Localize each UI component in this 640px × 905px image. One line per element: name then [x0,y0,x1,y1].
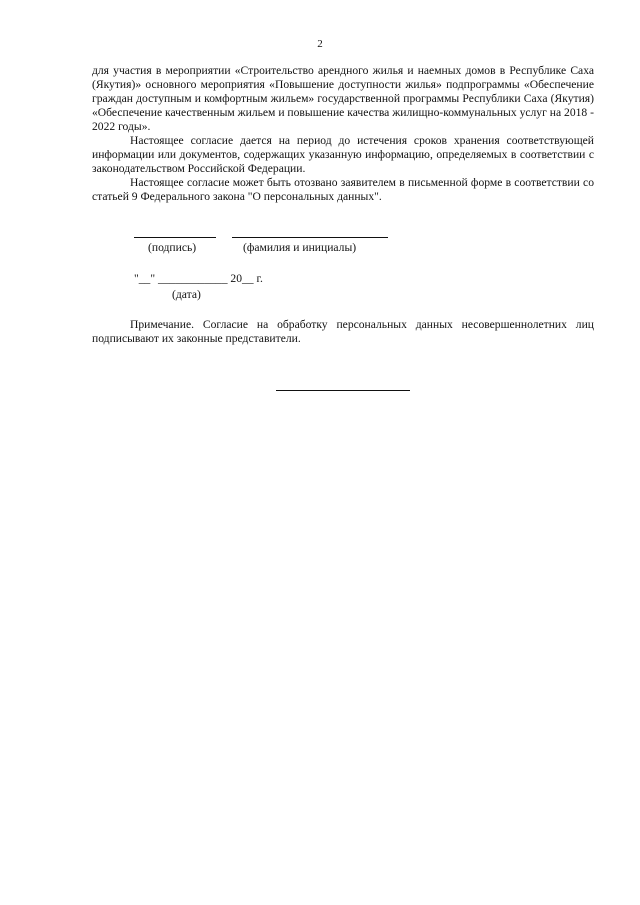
signature-label: (подпись) [148,241,197,254]
signature-line [134,237,216,238]
paragraph-consent-revocation: Настоящее согласие может быть отозвано заявителем в письменной форме в соответствии со статьей 9 Федерального закона "О персональных данных". [92,176,594,203]
page-number: 2 [317,38,323,50]
name-line [232,237,388,238]
date-label: (дата) [172,288,201,301]
note-paragraph: Примечание. Согласие на обработку персональных данных несовершеннолетних лиц подписывают их законные представители. [92,318,594,345]
body-text [92,64,594,204]
paragraph-purpose: для участия в мероприятии «Строительство арендного жилья и наемных домов в Республике Саха (Якутия)» основного мероприятия «Повышение доступности жилья» подпрограммы «Обеспечение граждан доступным и комфортным жильем» государственной программы Республики Саха (Якутия) «Обеспечение качественным жильем и повышение качества жилищно-коммунальных услуг на 2018 - 2022 годы». [92,64,594,133]
paragraph-consent-period: Настоящее согласие дается на период до истечения сроков хранения соответствующей информации или документов, содержащих указанную информацию, определяемых в соответствии с законодательством Российской Федерации. [92,134,594,175]
end-divider [276,390,410,391]
date-line: "__" ____________ 20__ г. [134,272,263,285]
name-label: (фамилия и инициалы) [243,241,357,254]
